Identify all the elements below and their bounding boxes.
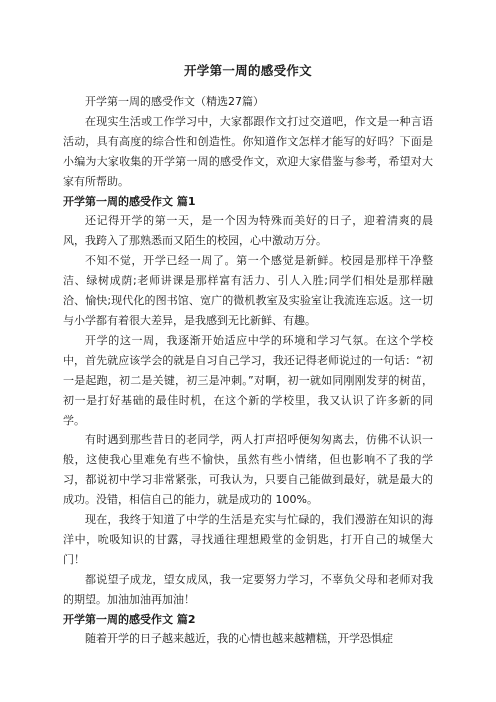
section-heading-2: 开学第一周的感受作文 篇2: [63, 612, 196, 626]
body-paragraph: 有时遇到那些昔日的老同学，两人打声招呼便匆匆离去，仿佛不认识一般，这使我心里难免有些不愉快，虽然有些小情绪，但也影响不了我的学习，都说初中学习非常紧张，可我认为，只要自己能做到最好，就是最大的成功。没错，相信自己的能力，就是成功的 100%。: [63, 433, 433, 507]
body-paragraph: 都说望子成龙，望女成凤，我一定要努力学习，不辜负父母和老师对我的期望。加油加油再加油！: [63, 572, 433, 606]
body-paragraph: 不知不觉，开学已经一周了。第一个感觉是新鲜。校园是那样干净整洁、绿树成荫;老师讲课是那样富有活力、引人入胜;同学们相处是那样融洽、愉快;现代化的图书馆、宽广的微机教室及实验室让我流连忘返。这一切与小学都有着很大差异，是我感到无比新鲜、有趣。: [63, 254, 433, 327]
document-page: [63, 62, 433, 649]
document-title: 开学第一周的感受作文: [183, 63, 312, 78]
body-paragraph: 随着开学的日子越来越近，我的心情也越来越糟糕，开学恐惧症: [85, 632, 393, 646]
article-subtitle: 开学第一周的感受作文（精选27篇）: [85, 95, 264, 108]
body-paragraph: 现在，我终于知道了中学的生活是充实与忙碌的，我们漫游在知识的海洋中，吮吸知识的甘露，寻找通往理想殿堂的金钥匙，打开自己的城堡大门！: [63, 513, 433, 566]
intro-paragraph: 在现实生活或工作学习中，大家都跟作文打过交道吧，作文是一种言语活动，具有高度的综合性和创造性。你知道作文怎样才能写的好吗？下面是小编为大家收集的开学第一周的感受作文，欢迎大家借鉴与参考，希望对大家有所帮助。: [63, 114, 433, 188]
section-heading-1: 开学第一周的感受作文 篇1: [63, 194, 196, 208]
body-paragraph: 还记得开学的第一天，是一个因为特殊而美好的日子，迎着清爽的晨风，我跨入了那熟悉而又陌生的校园，心中激动万分。: [63, 214, 433, 248]
body-paragraph: 开学的这一周，我逐渐开始适应中学的环境和学习气氛。在这个学校中，首先就应该学会的就是自习自己学习，我还记得老师说过的一句话：“初一是起跑，初二是关键，初三是冲刺。”对啊，初一就如同刚刚发芽的树苗，初一是打好基础的最佳时机，在这个新的学校里，我又认识了许多新的同学。: [63, 333, 433, 427]
